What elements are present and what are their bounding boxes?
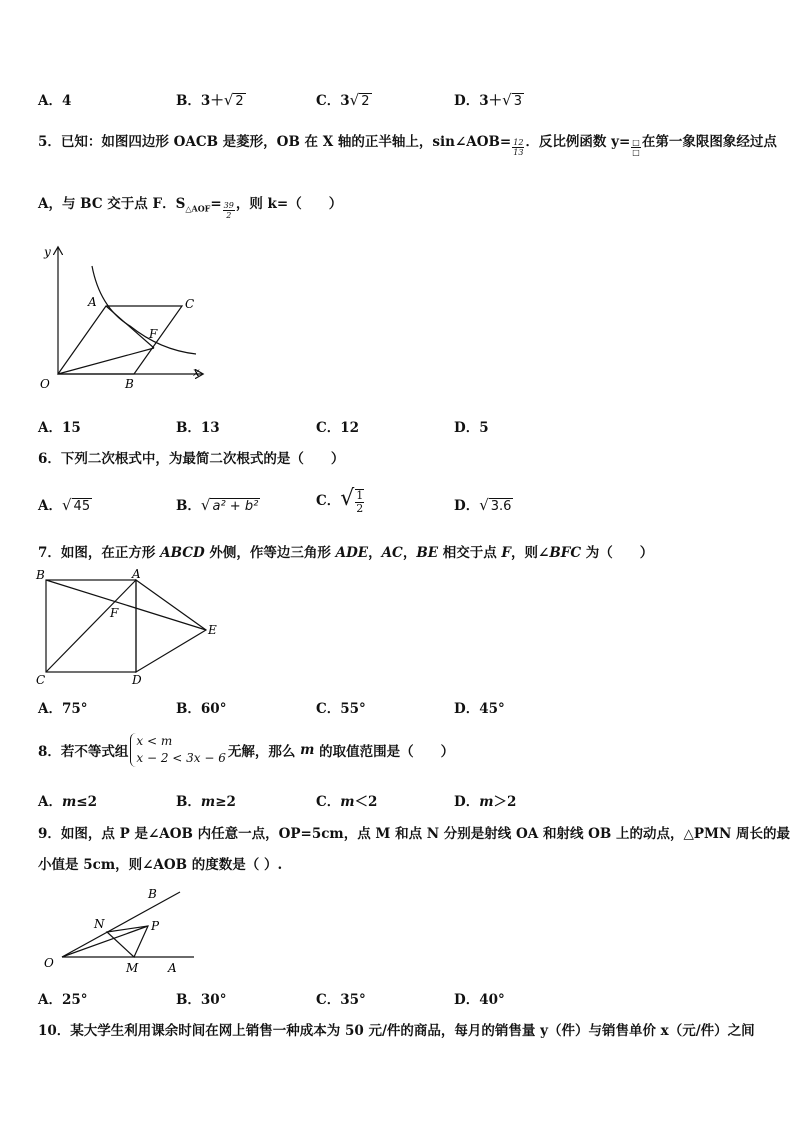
q9-triangle-pmn	[107, 926, 148, 957]
q9-option-d: D．40°	[454, 992, 505, 1008]
q5-sin-fraction: $\frac{12}{13}$	[513, 138, 524, 157]
q8-option-a: A．m≤2	[38, 794, 97, 810]
q7-option-b: B．60°	[176, 701, 227, 717]
q5-label-y: y	[44, 245, 51, 259]
q5-label-c: C	[185, 297, 195, 311]
q7-label-d: D	[132, 673, 142, 687]
q8-stem: 8．若不等式组 x < m x − 2 < 3x − 6 无解，那么 m 的取值范围是（ ）	[38, 734, 455, 765]
q9-label-a: A	[168, 961, 177, 975]
q5-stem-line2: A，与 BC 交于点 F．$S_{\triangle AOF}=$ $\frac{39}{2}$ ，则 k=（ ）	[38, 196, 343, 220]
q7-label-b: B	[36, 568, 45, 582]
q5-stem-line1: 5．已知：如图四边形 OACB 是菱形，OB 在 X 轴的正半轴上，sin∠AOB= $\frac{12}{13}$ ．反比例函数 y= $\frac{□}{□}$ 在第一象限图象经过点	[38, 134, 777, 157]
q9-stem-line2: 小值是 5cm，则∠AOB 的度数是（ ）.	[38, 857, 283, 873]
q4-option-a: A．4	[38, 93, 72, 109]
q4-option-b: B．3＋√ 2	[176, 91, 244, 109]
q7-label-c: C	[36, 673, 46, 687]
q5-hyperbola-curve	[92, 266, 196, 354]
q5-segment-of	[58, 348, 154, 374]
q7-label-e: E	[208, 623, 217, 637]
q5-label-b: B	[125, 377, 134, 391]
q5-option-c: C．12	[316, 420, 360, 436]
q6-option-b: B．√ a² + b²	[176, 496, 259, 514]
q5-label-o: O	[40, 377, 50, 391]
q6-option-b-radicand: a² + b²	[212, 499, 259, 514]
q8-inequality-system: x < m x − 2 < 3x − 6	[130, 733, 226, 767]
q5-label-a: A	[88, 295, 97, 309]
q5-option-b: B．13	[176, 420, 220, 436]
q5-label-f: F	[149, 327, 158, 341]
q5-function-fraction: $\frac{□}{□}$	[632, 138, 640, 157]
q8-option-c: C．m＜2	[316, 794, 378, 810]
q9-segment-op	[62, 926, 148, 957]
q6-option-c-fraction: $\frac{1}{2}$	[356, 488, 364, 515]
q7-segment-be	[46, 580, 206, 630]
q7-option-c: C．55°	[316, 701, 366, 717]
q4-option-d: D．3＋√ 3	[454, 91, 522, 109]
q5-option-a: A．15	[38, 420, 81, 436]
q6-stem: 6．下列二次根式中，为最简二次根式的是（ ）	[38, 451, 345, 467]
q7-option-d: D．45°	[454, 701, 505, 717]
q7-stem: 7．如图，在正方形 ABCD 外侧，作等边三角形 ADE，AC，BE 相交于点 F，则∠BFC 为（ ）	[38, 545, 654, 561]
q9-label-b: B	[148, 887, 157, 901]
q9-label-p: P	[151, 919, 160, 933]
q5-label-x: x	[193, 365, 200, 379]
q4-option-c: C．3√ 2	[316, 91, 370, 109]
q5-rhombus-hyperbola-figure	[30, 238, 210, 398]
q9-angle-figure	[30, 882, 210, 978]
q9-label-m: M	[126, 961, 139, 975]
q9-ray-ob	[62, 892, 180, 957]
q9-label-n: N	[94, 917, 105, 931]
q5-rhombus-oacb	[58, 306, 182, 374]
q6-option-a: A．√ 45	[38, 496, 91, 514]
q10-stem-line1: 10．某大学生利用课余时间在网上销售一种成本为 50 元/件的商品，每月的销售量 y（件）与销售单价 x（元/件）之间	[38, 1023, 755, 1039]
q8-option-b: B．m≥2	[176, 794, 236, 810]
q6-option-c: C．√ $\frac{1}{2}$	[316, 486, 364, 515]
q4-option-c-radicand: 2	[361, 94, 370, 109]
q6-option-d-radicand: 3.6	[490, 499, 512, 514]
q7-label-f: F	[110, 606, 119, 620]
q7-option-a: A．75°	[38, 701, 88, 717]
q5-segment-af	[106, 306, 154, 348]
q9-option-b: B．30°	[176, 992, 227, 1008]
q6-option-a-radicand: 45	[73, 499, 91, 514]
q5-area-fraction: $\frac{39}{2}$	[223, 201, 234, 220]
q7-label-a: A	[132, 567, 141, 581]
q5-option-d: D．5	[454, 420, 489, 436]
q7-square-triangle-figure	[30, 566, 230, 690]
q9-option-c: C．35°	[316, 992, 366, 1008]
q8-option-d: D．m＞2	[454, 794, 517, 810]
q9-option-a: A．25°	[38, 992, 88, 1008]
q4-option-d-radicand: 3	[513, 94, 522, 109]
q9-stem-line1: 9．如图，点 P 是∠AOB 内任意一点，OP=5cm，点 M 和点 N 分别是射线 OA 和射线 OB 上的动点，△PMN 周长的最	[38, 826, 791, 842]
q9-label-o: O	[44, 956, 54, 970]
q4-option-b-radicand: 2	[235, 94, 244, 109]
q6-option-d: D．√ 3.6	[454, 496, 512, 514]
q7-triangle-ade	[136, 580, 206, 672]
